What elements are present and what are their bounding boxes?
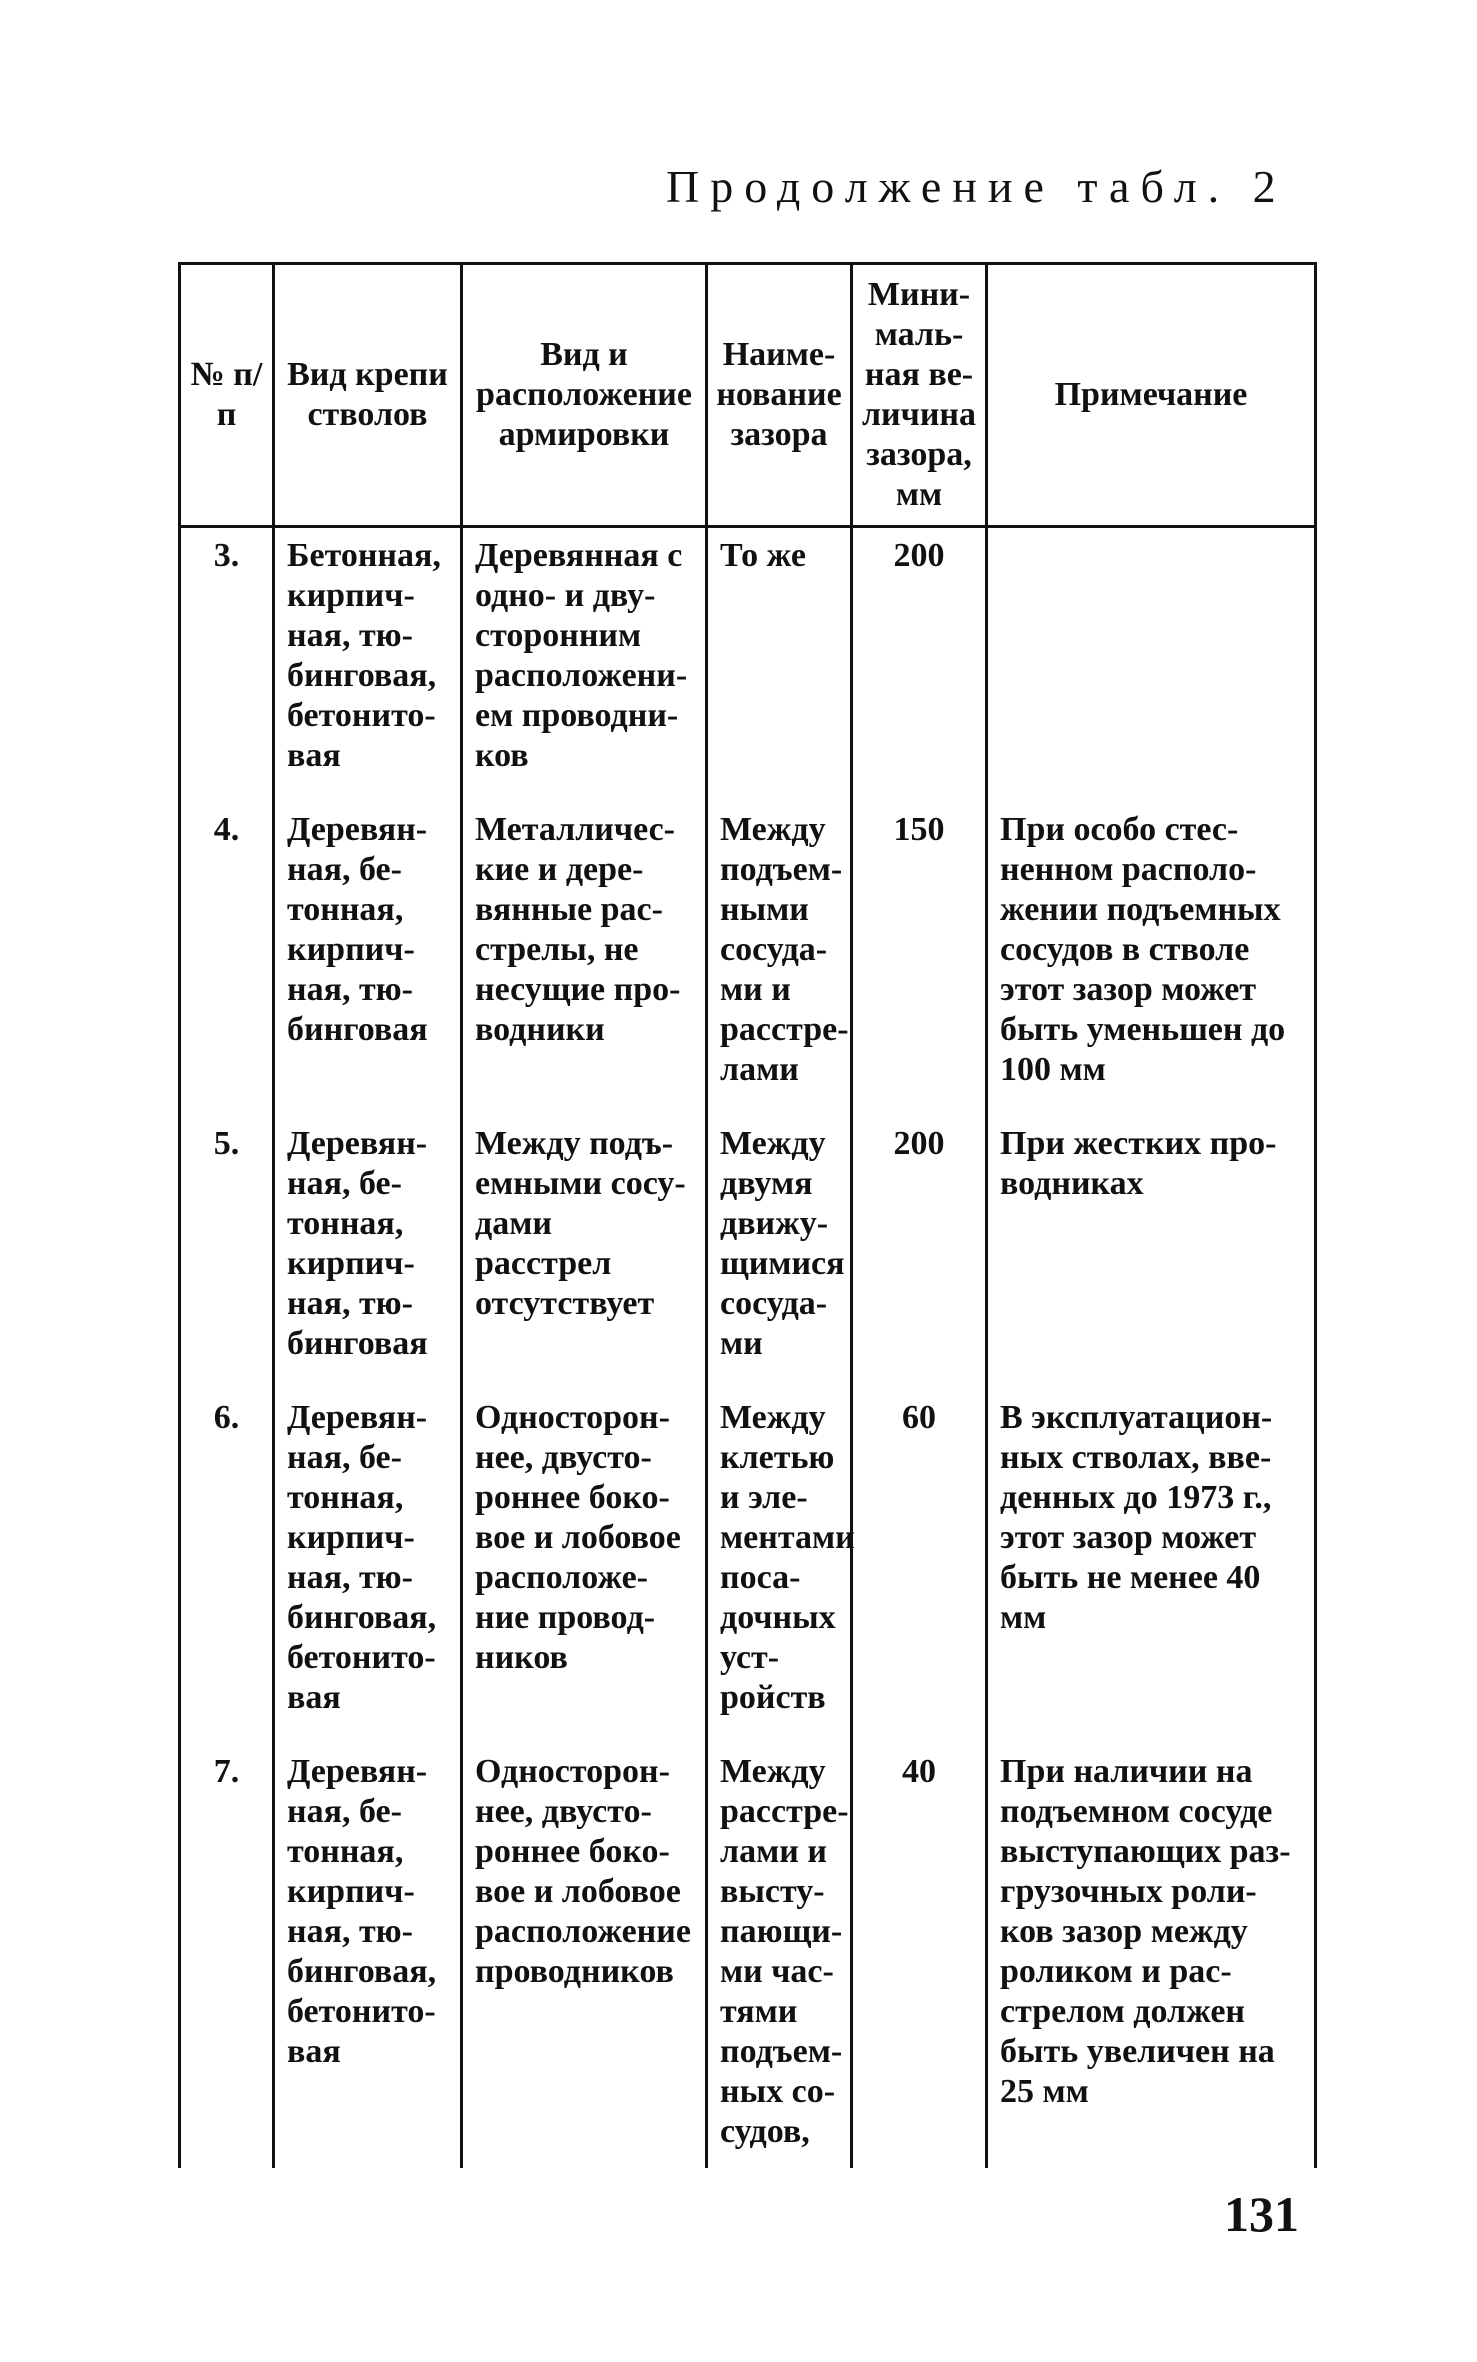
table-row (180, 1744, 1316, 2168)
page-number: 131 (1224, 2186, 1299, 2242)
header-note: Примечание (987, 264, 1316, 527)
cell-num: 6. (180, 1390, 274, 1744)
cell-note: В эксплуатацион- ных стволах, вве- денных до 1973 г., этот зазор может быть не менее 40 мм (987, 1390, 1316, 1744)
cell-note: При особо стес- ненном располо- жении подъемных сосудов в стволе этот зазор может быть уменьшен до 100 мм (987, 802, 1316, 1116)
cell-gap-name: Между расстре- лами и высту- пающи- ми час- тями подъем- ных со- судов, (707, 1744, 852, 2168)
cell-min-gap: 40 (852, 1744, 987, 2168)
table-row (180, 527, 1316, 803)
table-caption: Продолжение табл. 2 (666, 161, 1287, 212)
header-reinforcement: Вид и расположение армировки (462, 264, 707, 527)
cell-min-gap: 200 (852, 527, 987, 803)
table-row (180, 1116, 1316, 1390)
cell-gap-name: То же (707, 527, 852, 803)
header-num: № п/п (180, 264, 274, 527)
table-body (180, 527, 1316, 2169)
header-row (180, 264, 1316, 527)
cell-reinforcement: Между подъ- емными сосу- дами расстрел отсутствует (462, 1116, 707, 1390)
header-lining: Вид крепи стволов (274, 264, 462, 527)
cell-note: При жестких про- водниках (987, 1116, 1316, 1390)
cell-reinforcement: Металличес- кие и дере- вянные рас- стрелы, не несущие про- водники (462, 802, 707, 1116)
cell-lining: Деревян- ная, бе- тонная, кирпич- ная, тю- бинговая, бетонито- вая (274, 1390, 462, 1744)
cell-gap-name: Между клетью и эле- ментами поса- дочных уст- ройств (707, 1390, 852, 1744)
table-row (180, 802, 1316, 1116)
cell-note (987, 527, 1316, 803)
cell-num: 3. (180, 527, 274, 803)
cell-reinforcement: Односторон- нее, двусто- роннее боко- вое и лобовое расположе- ние провод- ников (462, 1390, 707, 1744)
cell-reinforcement: Односторон- нее, двусто- роннее боко- вое и лобовое расположение проводников (462, 1744, 707, 2168)
cell-lining: Деревян- ная, бе- тонная, кирпич- ная, тю- бинговая, бетонито- вая (274, 1744, 462, 2168)
table-row (180, 1390, 1316, 1744)
cell-reinforcement: Деревянная с одно- и дву- сторонним расположени- ем проводни- ков (462, 527, 707, 803)
cell-gap-name: Между подъем- ными сосуда- ми и расстре- лами (707, 802, 852, 1116)
cell-lining: Бетонная, кирпич- ная, тю- бинговая, бетонито- вая (274, 527, 462, 803)
cell-num: 7. (180, 1744, 274, 2168)
table-header (180, 264, 1316, 527)
cell-lining: Деревян- ная, бе- тонная, кирпич- ная, тю- бинговая (274, 1116, 462, 1390)
cell-min-gap: 200 (852, 1116, 987, 1390)
gap-spec-table (178, 262, 1317, 2168)
cell-num: 4. (180, 802, 274, 1116)
cell-min-gap: 60 (852, 1390, 987, 1744)
cell-min-gap: 150 (852, 802, 987, 1116)
cell-note: При наличии на подъемном сосуде выступающих раз- грузочных роли- ков зазор между роликом и рас- стрелом должен быть увеличен на 25 мм (987, 1744, 1316, 2168)
cell-gap-name: Между двумя движу- щимися сосуда- ми (707, 1116, 852, 1390)
header-min-gap: Мини- маль- ная ве- личина зазора, мм (852, 264, 987, 527)
cell-num: 5. (180, 1116, 274, 1390)
header-gap-name: Наиме- нование зазора (707, 264, 852, 527)
cell-lining: Деревян- ная, бе- тонная, кирпич- ная, тю- бинговая (274, 802, 462, 1116)
spec-table-wrapper (178, 262, 1314, 2168)
